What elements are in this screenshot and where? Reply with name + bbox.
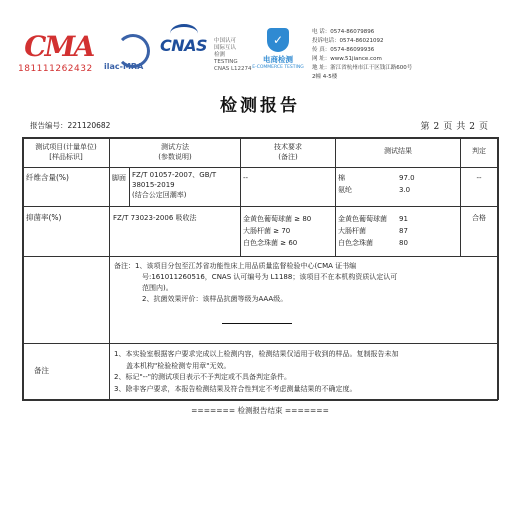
- remark-line: 号:161011260516，CNAS 认可编号为 L1188；该项目不在本机构资质认定认可: [142, 273, 398, 281]
- table-rule: [22, 137, 498, 139]
- row1-method-line: (结合公定回潮率): [132, 191, 187, 199]
- accredit-line: 国际互认: [214, 45, 237, 51]
- contact-line: 2幢 4-5楼: [312, 74, 338, 80]
- row2-result-value: 91: [399, 215, 408, 223]
- page-current: 2: [433, 122, 440, 132]
- report-number-value: 221120682: [67, 121, 111, 130]
- table-rule: [22, 206, 498, 207]
- remark-label: 备注：: [114, 262, 135, 270]
- row2-requirement-line: 白色念珠菌 ≥ 60: [243, 239, 298, 247]
- header-method: [110, 142, 240, 162]
- row1-judgement: --: [476, 174, 482, 182]
- row2-result-row: [338, 213, 458, 225]
- contact-line: 投诉电话：0574-86021092: [312, 38, 384, 44]
- header-result: 测试结果: [384, 147, 412, 155]
- contact-line: 地 址：浙江省杭州市江干区钱江路600号: [312, 65, 413, 71]
- shield-icon: ✓: [267, 28, 289, 52]
- row2-result-value: 87: [399, 227, 408, 235]
- row2-requirement-line: 金黄色葡萄球菌 ≥ 80: [243, 215, 312, 223]
- remark-separator: [222, 323, 292, 324]
- header-requirement-line: 技术要求: [274, 143, 302, 151]
- report-number-label: 报告编号：: [30, 121, 68, 130]
- note-block: [114, 349, 490, 395]
- row2-result-name: 白色念珠菌: [338, 239, 373, 247]
- note-line: 3、除非客户要求，本报告检测结果及符合性判定不考虑测量结果的不确定度。: [114, 384, 357, 393]
- row2-result-value: 80: [399, 239, 408, 247]
- page-info-part: 页: [478, 122, 488, 132]
- table-rule: [129, 167, 130, 207]
- row2-result-row: [338, 225, 458, 237]
- header-item-line: 测试项目(计量单位): [35, 143, 97, 151]
- row2-requirement-line: 大肠杆菌 ≥ 70: [243, 227, 291, 235]
- accredit-line: 检测: [214, 52, 226, 58]
- note-line: 1、本实验室根据客户要求完成以上检测内容，检测结果仅适用于收到的样品。复制报告未加: [114, 350, 399, 358]
- cnas-text: CNAS: [160, 36, 208, 55]
- row2-result-row: [338, 237, 458, 249]
- table-rule: [497, 137, 499, 400]
- row2-judgement: 合格: [472, 214, 486, 222]
- row1-item: 纤维含量(%): [26, 173, 69, 182]
- row2-results: [338, 213, 458, 249]
- row1-method-line: FZ/T 01057-2007、GB/T: [132, 171, 217, 179]
- row2-requirement: [243, 213, 335, 249]
- accredit-line: 中国认可: [214, 38, 237, 44]
- row1-result-name: 棉: [338, 174, 345, 182]
- note-line: 盖本机构"检验检测专用章"无效。: [126, 361, 231, 370]
- report-end-marker: ======= 检测报告结束 =======: [191, 406, 329, 415]
- page-info-part: 页: [443, 122, 453, 132]
- row2-result-name: 大肠杆菌: [338, 227, 366, 235]
- table-rule: [22, 167, 498, 168]
- row1-result-value: 97.0: [399, 174, 415, 182]
- header-method-line: 测试方法: [161, 143, 189, 151]
- header-requirement: [241, 142, 335, 162]
- header-requirement-line: (备注): [278, 153, 298, 161]
- cma-number: 181111262432: [18, 64, 93, 74]
- remark-block: [114, 261, 476, 305]
- report-title: 检测报告: [220, 96, 300, 116]
- header-item-line: [样品标识]: [49, 153, 83, 161]
- contact-line: 网 址：www.51jiance.com: [312, 56, 382, 62]
- row1-sub: 脚面: [112, 174, 126, 182]
- header-method-line: (参数说明): [158, 153, 192, 161]
- row1-method-line: 38015-2019: [132, 181, 175, 189]
- table-rule: [22, 343, 498, 344]
- ecom-title: 电商检测: [263, 55, 293, 64]
- row2-method: FZ/T 73023-2006 吸收法: [113, 214, 197, 222]
- page-info-part: 共: [456, 122, 466, 132]
- remark-line: 2、抗菌效果评价：该样品抗菌等级为AAA级。: [142, 295, 288, 303]
- remark-line: [114, 261, 476, 272]
- table-rule: [109, 137, 110, 400]
- cma-logo-text: CMA: [21, 30, 96, 63]
- header-item: [23, 142, 109, 162]
- row2-item: 抑菌率(%): [26, 213, 62, 222]
- ecom-subtitle: E-COMMERCE TESTING: [252, 65, 304, 70]
- row1-method: [132, 170, 240, 200]
- page-total: 2: [469, 122, 475, 132]
- note-label: 备注: [34, 366, 49, 375]
- row1-requirement: --: [243, 174, 249, 182]
- ilac-text: ilac-MRA: [104, 62, 144, 71]
- accredit-line: TESTING: [214, 59, 238, 65]
- row1-result-name: 氨纶: [338, 186, 352, 194]
- row1-result-value: 3.0: [399, 186, 411, 194]
- note-line: 2、标记"--"的测试项目表示不予判定或不具备判定条件。: [114, 373, 291, 381]
- remark-text: 1、该项目分包至江苏省功能性床上用品质量监督检验中心(CMA 证书编: [135, 262, 357, 270]
- header-judgement: 判定: [472, 147, 486, 155]
- accredit-line: CNAS L12274: [214, 66, 252, 72]
- contact-line: 传 真：0574-86099936: [312, 47, 375, 53]
- row2-result-name: 金黄色葡萄球菌: [338, 215, 387, 223]
- page-info-part: 第: [420, 122, 430, 132]
- table-rule: [22, 399, 498, 401]
- remark-line: 范围内)。: [142, 284, 173, 292]
- table-rule: [22, 256, 498, 257]
- table-rule: [22, 137, 24, 400]
- contact-line: 电 话：0574-86079896: [312, 29, 375, 35]
